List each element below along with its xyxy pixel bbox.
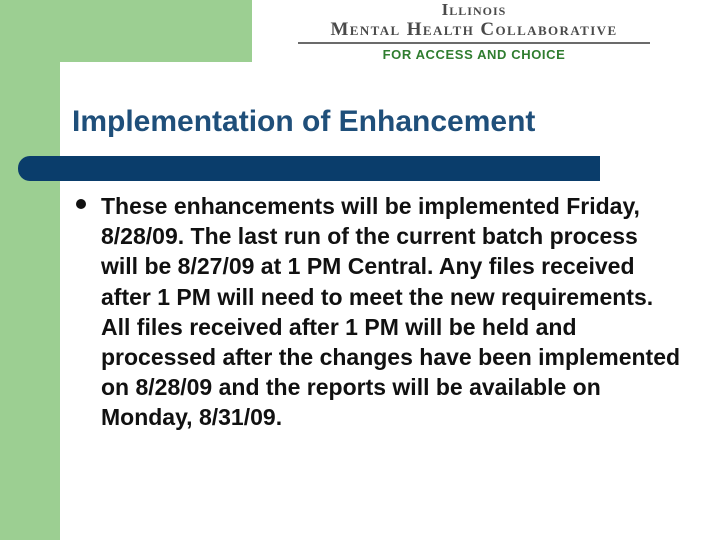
organization-logo bbox=[296, 0, 652, 64]
slide-title: Implementation of Enhancement bbox=[72, 105, 536, 138]
logo-organization-name: Mental Health Collaborative bbox=[330, 19, 618, 40]
title-underline-bar bbox=[18, 156, 600, 181]
logo-tagline: FOR ACCESS AND CHOICE bbox=[382, 47, 566, 62]
logo-divider bbox=[298, 42, 650, 44]
logo-state-name: Illinois bbox=[441, 0, 507, 19]
top-accent-band bbox=[0, 0, 252, 62]
bullet-text: These enhancements will be implemented Friday, 8/28/09. The last run of the current batch process will be 8/27/09 at 1 PM Central. Any files received after 1 PM will need to meet the new requirements. All files received after 1 PM will be held and processed after the changes have been implemented on 8/28/09 and the reports will be available on Monday, 8/31/09. bbox=[101, 193, 681, 431]
bullet-icon bbox=[76, 199, 86, 209]
left-accent-band bbox=[0, 0, 60, 540]
